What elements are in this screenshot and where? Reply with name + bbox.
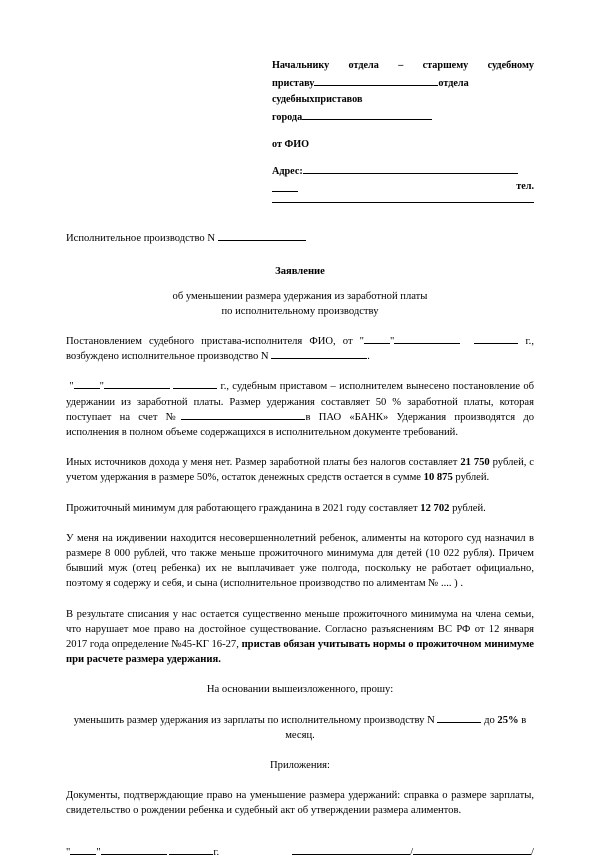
- p2-text-a: ": [69, 381, 74, 393]
- sig-year-blank[interactable]: [169, 845, 213, 855]
- applicant-name-label: от ФИО: [272, 139, 310, 150]
- subsistence-amount: 12 702: [420, 502, 450, 514]
- addressee-line-3: судебныхприставов: [272, 94, 363, 105]
- address-label: Адрес:: [272, 166, 303, 177]
- p3-pre: Иных источников дохода у меня нет. Размер заработной платы без налогов составляет: [66, 457, 461, 469]
- p2-year-blank[interactable]: [173, 379, 217, 389]
- paragraph-subsistence-minimum: [66, 501, 534, 516]
- p4-pre: Прожиточный минимум для работающего гражданина в 2021 году составляет: [66, 502, 421, 514]
- p6-emphasis: пристав обязан учитывать нормы о прожиточном минимуме при расчете размера удержания.: [66, 639, 535, 666]
- sig-fullname-blank[interactable]: [413, 845, 531, 855]
- paragraph-decree: [66, 334, 534, 364]
- requested-percent: 25%: [497, 714, 519, 726]
- sig-signature-blank[interactable]: [292, 845, 410, 855]
- tel-blank[interactable]: [272, 181, 298, 192]
- paragraph-withholding-order: [66, 379, 534, 440]
- p1-text-c: г., возбуждено исполнительное производство N: [66, 336, 534, 363]
- p1-text-d: .: [367, 351, 370, 363]
- p2-text-c: г., судебным приставом – исполнителем вынесено постановление об удержании из заработной платы. Размер удержания составляет 50 % заработной платы, которая поступает на счет №: [66, 381, 535, 423]
- tel-label: тел.: [516, 181, 534, 192]
- applicant-tel-row: [272, 181, 534, 192]
- p6-pre: В результате списания у нас остается существенно меньше прожиточного минимума на члена семьи, что нарушает мое право на достойное существование. Согласно разъяснениям ВС РФ от 12 января 2017 года определение №45-КГ 16-27,: [66, 608, 534, 651]
- sig-month-blank[interactable]: [101, 845, 167, 855]
- request-case-blank[interactable]: [437, 713, 481, 723]
- applicant-address-row: [272, 163, 534, 179]
- p2-text-b: ": [99, 381, 104, 393]
- sig-day-blank[interactable]: [70, 845, 96, 855]
- request-mid: до: [481, 714, 498, 726]
- document-content: [66, 58, 534, 858]
- p4-post: рублей.: [449, 502, 486, 514]
- page-title: Заявление: [275, 266, 325, 277]
- request-pre: уменьшить размер удержания из зарплаты по исполнительному производству N: [73, 714, 435, 726]
- p2-account-blank[interactable]: [181, 410, 305, 420]
- signature-name: / /: [292, 845, 534, 858]
- addressee-line-2: приставу отдела: [272, 75, 534, 93]
- signature-row: [66, 845, 534, 858]
- addressee-block: [272, 58, 534, 126]
- subtitle-line-2: по исполнительному производству: [221, 306, 379, 317]
- address-blank[interactable]: [303, 163, 518, 174]
- p1-month-blank[interactable]: [394, 334, 460, 344]
- request-heading: На основании вышеизложенного, прошу:: [206, 684, 394, 696]
- p2-text-d: в ПАО «БАНК» Удержания производятся до исполнения в полном объеме содержащихся в исполнительном документе требований.: [66, 411, 535, 439]
- p1-year-blank[interactable]: [474, 334, 518, 344]
- remainder-amount: 10 875: [423, 472, 453, 484]
- addressee-line-4: города: [272, 109, 534, 127]
- paragraph-income: [66, 455, 534, 485]
- p1-case-blank[interactable]: [271, 349, 367, 359]
- paragraph-legal-grounds: [66, 607, 534, 668]
- salary-amount: 21 750: [460, 457, 490, 469]
- header-divider: [272, 201, 534, 203]
- case-number-line: [66, 230, 534, 244]
- p1-text-a: Постановлением судебного пристава-исполнителя ФИО, от ": [66, 336, 364, 347]
- signature-date: " " г.: [66, 846, 220, 858]
- case-number-label: Исполнительное производство N: [66, 233, 215, 244]
- case-number-blank[interactable]: [218, 230, 306, 241]
- p1-text-b: ": [389, 336, 395, 347]
- addressee-line-1: Начальнику отдела – старшему судебному: [272, 60, 534, 71]
- p3-mid: рублей, с учетом удержания в размере 50%, остаток денежных средств остается в сумме: [66, 457, 534, 484]
- department-blank[interactable]: [314, 75, 438, 86]
- attachments-text: Документы, подтверждающие право на уменьшение размера удержаний: справка о размере зарплаты, свидетельство о рождении ребенка и судебный акт об утверждении размера алиментов.: [66, 790, 534, 817]
- attachments-heading: Приложения:: [270, 760, 330, 772]
- paragraph-dependents: У меня на иждивении находится несовершеннолетний ребенок, алименты на которого суд назначил в размере 8 000 рублей, что также меньше прожиточного минимума для детей (10 022 рубля). Причем бывший муж (отец ребенка) их не выплачивает уже полгода, поскольку не работает официально, поэтому я содержу и себя, и сына (исполнительное производство по алиментам № .... ) .: [66, 532, 534, 590]
- city-blank[interactable]: [302, 109, 432, 120]
- subtitle-line-1: об уменьшении размера удержания из заработной платы: [172, 291, 428, 302]
- request-post: в месяц.: [285, 714, 527, 741]
- p1-day-blank[interactable]: [364, 334, 390, 344]
- request-line: [66, 713, 534, 743]
- p2-month-blank[interactable]: [104, 379, 170, 389]
- page-subtitle: [66, 289, 534, 319]
- p2-day-blank[interactable]: [74, 379, 100, 389]
- p3-post: рублей.: [452, 472, 490, 484]
